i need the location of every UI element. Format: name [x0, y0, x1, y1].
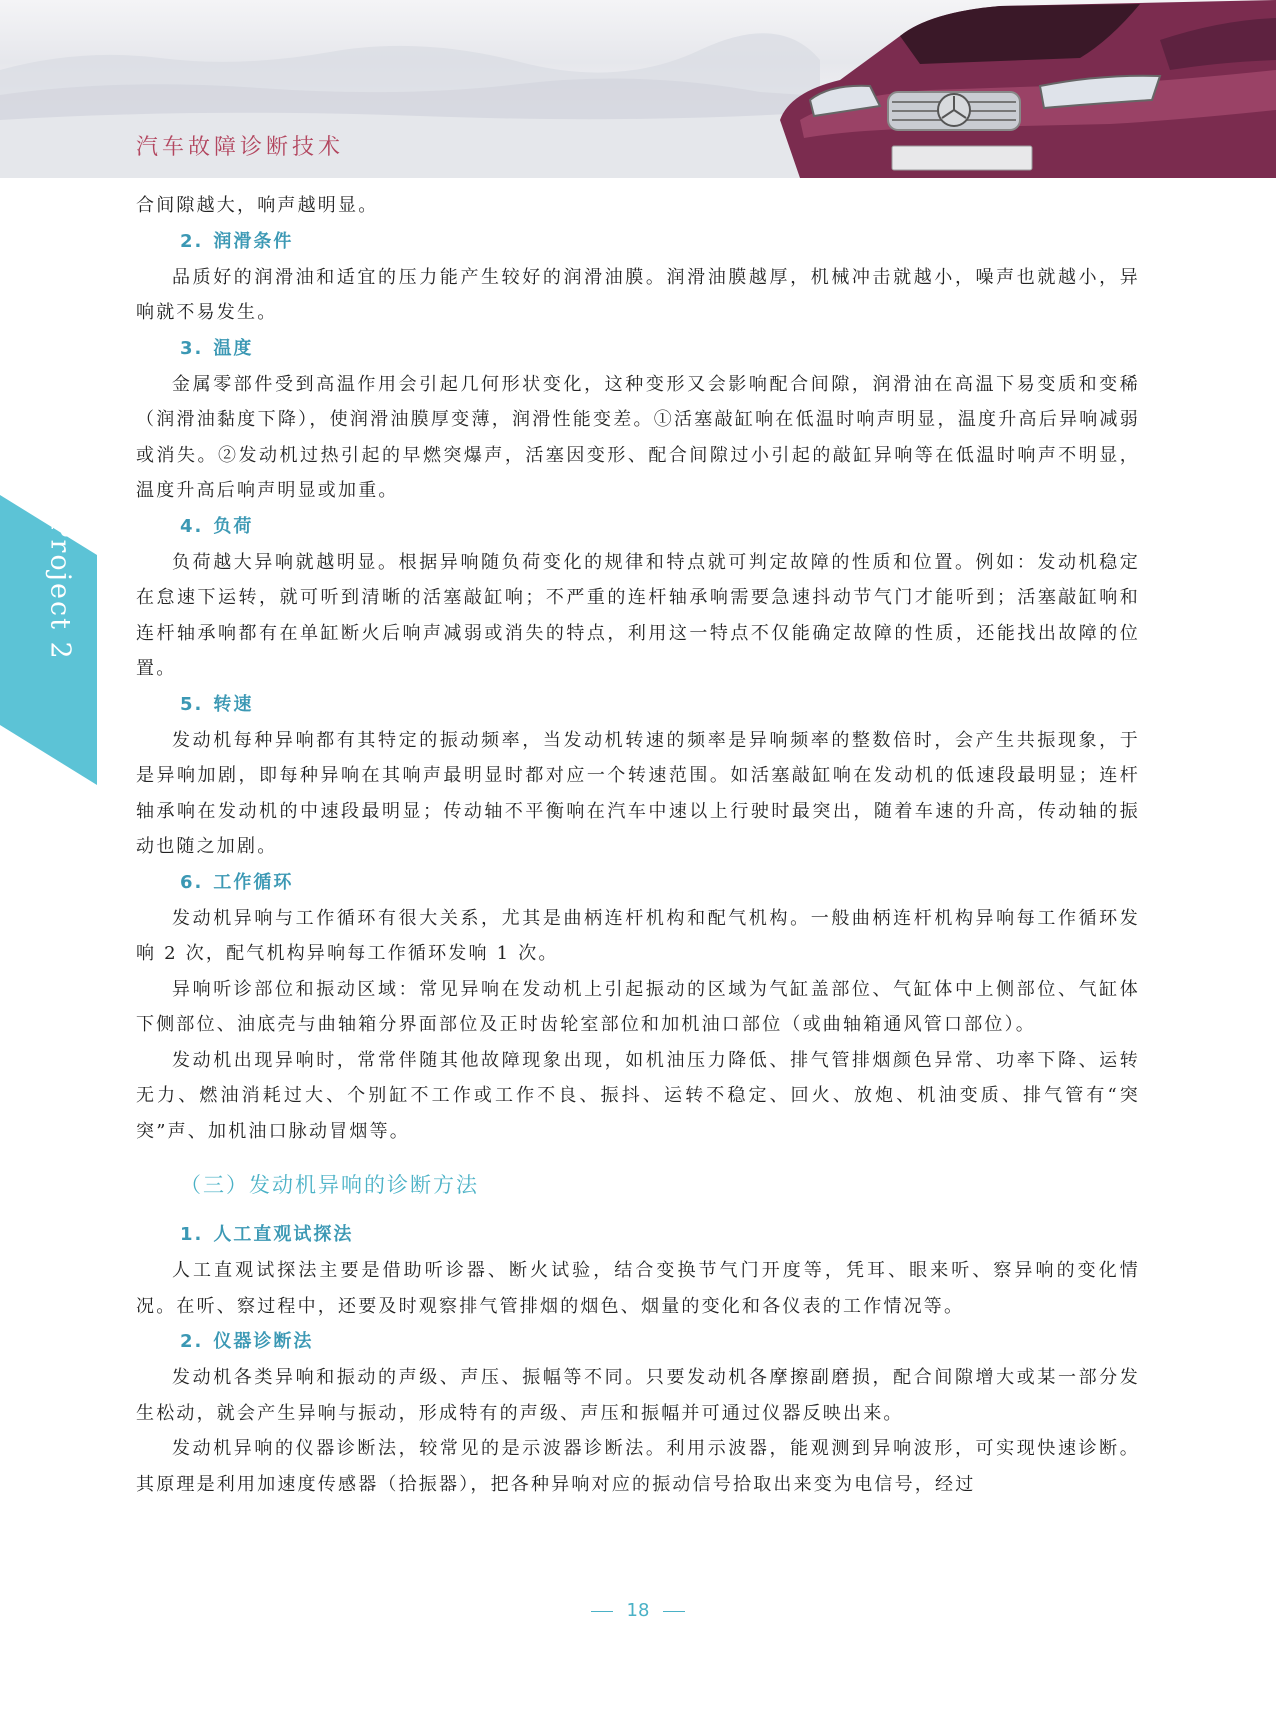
page-number-dash-left — [591, 1611, 613, 1612]
page-header — [0, 0, 1276, 178]
section-heading: （三）发动机异响的诊断方法 — [180, 1173, 479, 1197]
heading-number: 2. — [180, 1331, 204, 1352]
heading-text: 转速 — [213, 693, 254, 715]
page-body — [136, 188, 1140, 1502]
paragraph: 人工直观试探法主要是借助听诊器、断火试验，结合变换节气门开度等，凭耳、眼来听、察异响的变化情况。在听、察过程中，还要及时观察排气管排烟的烟色、烟量的变化和各仪表的工作情况等。 — [136, 1260, 1140, 1317]
paragraph: 发动机异响的仪器诊断法，较常见的是示波器诊断法。利用示波器，能观测到异响波形，可实现快速诊断。其原理是利用加速度传感器（拾振器），把各种异响对应的振动信号拾取出来变为电信号，经过 — [136, 1438, 1140, 1495]
heading-number: 3. — [180, 337, 204, 359]
subsection-heading — [136, 693, 1140, 717]
heading-text: 人工直观试探法 — [213, 1224, 354, 1245]
subsection-heading — [136, 337, 1140, 361]
paragraph: 品质好的润滑油和适宜的压力能产生较好的润滑油膜。润滑油膜越厚，机械冲击就越小，噪声也就越小，异响就不易发生。 — [136, 266, 1140, 323]
heading-number: 6. — [180, 871, 204, 893]
heading-text: 负荷 — [213, 515, 254, 537]
paragraph: 发动机每种异响都有其特定的振动频率，当发动机转速的频率是异响频率的整数倍时，会产生共振现象，于是异响加剧，即每种异响在其响声最明显时都对应一个转速范围。如活塞敲缸响在发动机的低速段最明显；连杆轴承响在发动机的中速段最明显；传动轴不平衡响在汽车中速以上行驶时最突出，随着车速的升高，传动轴的振动也随之加剧。 — [136, 729, 1140, 857]
paragraph: 合间隙越大，响声越明显。 — [136, 195, 379, 216]
page-number-value: 18 — [626, 1600, 650, 1621]
heading-text: 润滑条件 — [213, 230, 294, 252]
heading-number: 1. — [180, 1224, 204, 1245]
page-number-dash-right — [663, 1611, 685, 1612]
page-number — [0, 1600, 1276, 1621]
car-photo-illustration — [780, 0, 1276, 178]
subsection-heading — [136, 1223, 1140, 1247]
subsection-heading — [136, 1330, 1140, 1354]
paragraph: 发动机异响与工作循环有很大关系，尤其是曲柄连杆机构和配气机构。一般曲柄连杆机构异响每工作循环发响 2 次，配气机构异响每工作循环发响 1 次。 — [136, 907, 1140, 964]
paragraph: 异响听诊部位和振动区域：常见异响在发动机上引起振动的区域为气缸盖部位、气缸体中上侧部位、气缸体下侧部位、油底壳与曲轴箱分界面部位及正时齿轮室部位和加机油口部位（或曲轴箱通风管口部位）。 — [136, 978, 1140, 1035]
paragraph: 发动机各类异响和振动的声级、声压、振幅等不同。只要发动机各摩擦副磨损，配合间隙增大或某一部分发生松动，就会产生异响与振动，形成特有的声级、声压和振幅并可通过仪器反映出来。 — [136, 1367, 1140, 1424]
heading-text: 仪器诊断法 — [213, 1331, 314, 1352]
book-title: 汽车故障诊断技术 — [136, 135, 345, 160]
heading-text: 温度 — [213, 337, 254, 359]
subsection-heading — [136, 230, 1140, 254]
paragraph: 负荷越大异响就越明显。根据异响随负荷变化的规律和特点就可判定故障的性质和位置。例如：发动机稳定在怠速下运转，就可听到清晰的活塞敲缸响；不严重的连杆轴承响需要急速抖动节气门才能听到；活塞敲缸响和连杆轴承响都有在单缸断火后响声减弱或消失的特点，利用这一特点不仅能确定故障的性质，还能找出故障的位置。 — [136, 551, 1140, 679]
paragraph: 金属零部件受到高温作用会引起几何形状变化，这种变形又会影响配合间隙，润滑油在高温下易变质和变稀（润滑油黏度下降），使润滑油膜厚变薄，润滑性能变差。①活塞敲缸响在低温时响声明显，温度升高后异响减弱或消失。②发动机过热引起的早燃突爆声，活塞因变形、配合间隙过小引起的敲缸异响等在低温时响声不明显，温度升高后响声明显或加重。 — [136, 373, 1140, 501]
heading-number: 5. — [180, 693, 204, 715]
heading-number: 4. — [180, 515, 204, 537]
heading-text: 工作循环 — [213, 871, 294, 893]
project-label: Project 2 — [44, 519, 76, 661]
heading-number: 2. — [180, 230, 204, 252]
subsection-heading — [136, 515, 1140, 539]
subsection-heading — [136, 871, 1140, 895]
paragraph: 发动机出现异响时，常常伴随其他故障现象出现，如机油压力降低、排气管排烟颜色异常、功率下降、运转无力、燃油消耗过大、个别缸不工作或工作不良、振抖、运转不稳定、回火、放炮、机油变质、排气管有“突突”声、加机油口脉动冒烟等。 — [136, 1049, 1140, 1142]
